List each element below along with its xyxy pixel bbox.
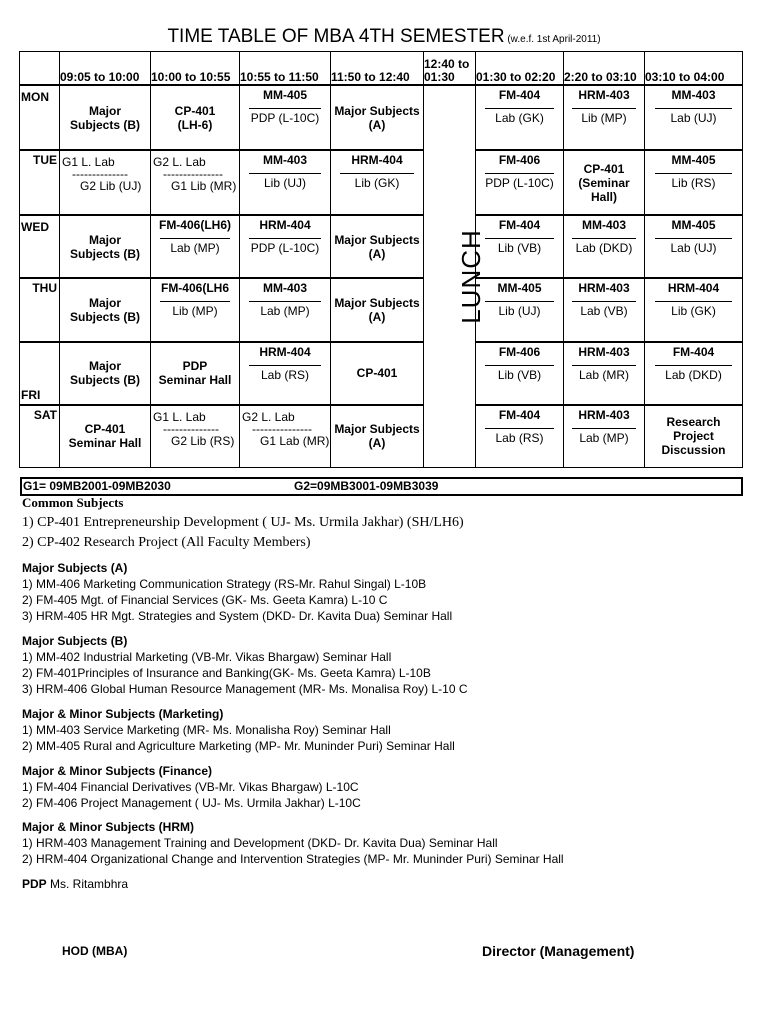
- section-item: 2) FM-401Principles of Insurance and Banking(GK- Ms. Geeta Kamra) L-10B: [22, 666, 431, 680]
- timetable-cell: [331, 85, 424, 150]
- day-cell: [20, 405, 60, 468]
- venue: PDP (L-10C): [485, 176, 554, 191]
- timetable-cell: [645, 150, 743, 215]
- group-cell: [151, 406, 239, 449]
- lunch-label: LUNCH: [455, 229, 486, 325]
- course-code: HRM-403: [578, 407, 630, 422]
- timetable-row: [20, 215, 743, 278]
- timetable-cell: [60, 150, 151, 215]
- section-heading: Major Subjects (A): [22, 561, 128, 575]
- course-code: FM-404: [498, 218, 541, 233]
- timetable-cell: [331, 405, 424, 468]
- course-code: MM-405: [671, 153, 716, 168]
- section-item: 2) FM-406 Project Management ( UJ- Ms. Urmila Jakhar) L-10C: [22, 796, 361, 810]
- divider-line: [655, 173, 733, 174]
- section-item: 1) FM-404 Financial Derivatives (VB-Mr. Vikas Bhargaw) L-10C: [22, 780, 359, 794]
- divider-line: [485, 108, 555, 109]
- timetable-cell: [60, 215, 151, 278]
- course-code: HRM-404: [259, 344, 311, 359]
- day-cell: [20, 278, 60, 342]
- group-cell: [240, 406, 330, 449]
- timetable-cell: [564, 405, 645, 468]
- venue: Lib (UJ): [263, 176, 306, 191]
- divider-line: [249, 365, 321, 366]
- timetable-cell: [240, 405, 331, 468]
- divider-line: [160, 301, 230, 302]
- course-code: HRM-404: [667, 280, 720, 295]
- timetable-row: [20, 342, 743, 405]
- timetable-cell: [331, 278, 424, 342]
- divider-line: [655, 301, 733, 302]
- group-line-2: G2 Lib (RS): [171, 433, 235, 448]
- divider-line: [249, 301, 321, 302]
- timetable-header-row: [20, 52, 743, 86]
- lunch-cell: [424, 85, 486, 467]
- venue: Lab (MP): [260, 303, 310, 318]
- cell-text: Major Subjects (B): [69, 359, 140, 388]
- section-item: 1) MM-406 Marketing Communication Strategy (RS-Mr. Rahul Singal) L-10B: [22, 577, 427, 591]
- divider-line: [485, 301, 555, 302]
- venue: Lab (DKD): [575, 241, 633, 256]
- timetable-cell: [151, 342, 240, 405]
- divider-line: [572, 238, 636, 239]
- course-code: MM-405: [671, 218, 716, 233]
- venue: Lib (VB): [497, 241, 542, 256]
- group-line-2: G1 Lab (MR): [260, 433, 330, 448]
- common-subjects-heading: Common Subjects: [22, 495, 124, 510]
- timetable-cell: [60, 278, 151, 342]
- split-cell: [240, 279, 330, 341]
- director-signature: Director (Management): [482, 943, 635, 959]
- course-code: HRM-403: [578, 344, 630, 359]
- course-code: FM-404: [672, 344, 715, 359]
- course-code: MM-403: [262, 280, 307, 295]
- split-cell: [645, 151, 742, 214]
- cell-text: Major Subjects (A): [334, 295, 420, 324]
- venue: Lib (UJ): [498, 303, 541, 318]
- timetable-cell: [151, 150, 240, 215]
- venue: PDP (L-10C): [250, 241, 320, 256]
- venue: Lab (UJ): [670, 241, 717, 256]
- group-line-2: G1 Lib (MR): [171, 179, 237, 194]
- section-item: 3) HRM-406 Global Human Resource Management (MR- Ms. Monalisa Roy) L-10 C: [22, 682, 468, 696]
- course-code: MM-405: [497, 280, 542, 295]
- day-cell: [20, 342, 60, 405]
- venue: Lab (GK): [495, 111, 544, 126]
- timetable-cell: [476, 215, 564, 278]
- divider-line: [485, 365, 555, 366]
- day-label: FRI: [21, 387, 41, 402]
- divider-line: [485, 428, 555, 429]
- divider-line: [572, 108, 636, 109]
- course-code: FM-406(LH6): [158, 218, 231, 233]
- timetable-cell: [240, 278, 331, 342]
- split-cell: [645, 279, 742, 341]
- page-title: [0, 26, 768, 48]
- venue: Lib (RS): [671, 176, 716, 191]
- section-item: 2) MM-405 Rural and Agriculture Marketing (MP- Mr. Muninder Puri) Seminar Hall: [22, 739, 455, 753]
- cell-text: Major Subjects (B): [69, 103, 140, 132]
- split-cell: [645, 216, 742, 277]
- timetable-row: [20, 405, 743, 468]
- timetable-cell: [331, 150, 424, 215]
- split-cell: [564, 279, 644, 341]
- timetable-header-cell: 12:40 to 01:30: [424, 52, 476, 86]
- venue: Lib (GK): [354, 176, 400, 191]
- timetable-cell: [240, 85, 331, 150]
- common-subject-2: 2) CP-402 Research Project (All Faculty Members): [22, 535, 311, 550]
- divider-line: [655, 108, 733, 109]
- venue: Lib (MP): [172, 303, 218, 318]
- divider-line: [572, 365, 636, 366]
- group-g2: G2=09MB3001-09MB3039: [294, 479, 439, 493]
- venue: PDP (L-10C): [250, 111, 320, 126]
- group-line-1: G1 L. Lab: [153, 409, 206, 424]
- venue: Lab (VB): [580, 303, 628, 318]
- group-line-1: G1 L. Lab: [62, 155, 115, 170]
- day-label: TUE: [33, 153, 57, 168]
- group-cell: [151, 151, 239, 194]
- split-cell: [645, 86, 742, 149]
- timetable-cell: [564, 150, 645, 215]
- course-code: MM-403: [581, 218, 626, 233]
- timetable-cell: [60, 405, 151, 468]
- divider-line: [249, 108, 321, 109]
- timetable-cell: [151, 215, 240, 278]
- timetable-row: [20, 278, 743, 342]
- split-cell: [564, 86, 644, 149]
- pdp-line: [22, 877, 128, 891]
- group-cell: [60, 151, 150, 194]
- pdp-value: Ms. Ritambhra: [46, 877, 129, 891]
- day-label: WED: [21, 220, 49, 235]
- cell-text: Major Subjects (A): [334, 422, 420, 451]
- cell-text: Major Subjects (B): [69, 232, 140, 261]
- hod-signature: HOD (MBA): [62, 944, 128, 958]
- timetable-header-cell: [20, 52, 60, 86]
- divider-line: [485, 173, 555, 174]
- group-line-2: G2 Lib (UJ): [80, 179, 142, 194]
- day-label: THU: [32, 280, 57, 295]
- timetable-cell: [645, 278, 743, 342]
- cell-text: CP-401 (LH-6): [174, 103, 216, 132]
- split-cell: [476, 343, 563, 404]
- timetable-cell: [645, 405, 743, 468]
- section-item: 1) HRM-403 Management Training and Development (DKD- Dr. Kavita Dua) Seminar Hall: [22, 836, 498, 850]
- split-cell: [476, 279, 563, 341]
- timetable-cell: [151, 85, 240, 150]
- timetable-cell: [476, 405, 564, 468]
- timetable-cell: [240, 150, 331, 215]
- timetable-cell: [331, 215, 424, 278]
- day-label: SAT: [33, 407, 57, 422]
- cell-text: Major Subjects (B): [69, 295, 140, 324]
- divider-line: [160, 238, 230, 239]
- group-g1: G1= 09MB2001-09MB2030: [23, 479, 171, 493]
- timetable-header-cell: 10:55 to 11:50: [240, 52, 331, 86]
- timetable-cell: [645, 85, 743, 150]
- day-cell: [20, 150, 60, 215]
- section-heading: Major & Minor Subjects (HRM): [22, 820, 195, 834]
- venue: Lib (MP): [581, 111, 627, 126]
- split-cell: [151, 279, 239, 341]
- section-item: 2) FM-405 Mgt. of Financial Services (GK- Ms. Geeta Kamra) L-10 C: [22, 593, 388, 607]
- venue: Lab (UJ): [670, 111, 717, 126]
- split-cell: [564, 216, 644, 277]
- split-cell: [331, 151, 423, 214]
- split-cell: [240, 216, 330, 277]
- venue: Lab (MP): [170, 241, 220, 256]
- timetable-row: [20, 150, 743, 215]
- timetable-cell: [240, 342, 331, 405]
- split-cell: [476, 406, 563, 467]
- timetable: [19, 51, 743, 468]
- split-cell: [240, 343, 330, 404]
- section-heading: Major Subjects (B): [22, 634, 128, 648]
- timetable-header-cell: 11:50 to 12:40: [331, 52, 424, 86]
- common-subject-1: 1) CP-401 Entrepreneurship Development ( UJ- Ms. Urmila Jakhar) (SH/LH6): [22, 515, 464, 530]
- timetable-cell: [151, 405, 240, 468]
- course-code: FM-404: [498, 407, 541, 422]
- group-dashes: --------------: [72, 167, 128, 182]
- group-line-1: G2 L. Lab: [153, 155, 206, 170]
- group-dashes: --------------: [163, 421, 219, 436]
- course-code: HRM-404: [351, 153, 403, 168]
- section-item: 2) HRM-404 Organizational Change and Intervention Strategies (MP- Mr. Muninder Puri) Seminar Hall: [22, 852, 564, 866]
- course-code: FM-406(LH6: [160, 280, 229, 295]
- timetable-cell: [564, 85, 645, 150]
- split-cell: [645, 343, 742, 404]
- timetable-cell: [331, 342, 424, 405]
- divider-line: [249, 238, 321, 239]
- group-legend: [20, 477, 743, 496]
- day-cell: [20, 85, 60, 150]
- group-line-1: G2 L. Lab: [242, 409, 295, 424]
- timetable-cell: [60, 342, 151, 405]
- section-heading: Major & Minor Subjects (Finance): [22, 764, 213, 778]
- section-item: 1) MM-402 Industrial Marketing (VB-Mr. Vikas Bhargaw) Seminar Hall: [22, 650, 392, 664]
- cell-text: CP-401 Seminar Hall: [68, 422, 142, 451]
- timetable-cell: [645, 342, 743, 405]
- venue: Lab (DKD): [665, 367, 722, 382]
- timetable-cell: [151, 278, 240, 342]
- section-item: 3) HRM-405 HR Mgt. Strategies and System (DKD- Dr. Kavita Dua) Seminar Hall: [22, 609, 453, 623]
- divider-line: [655, 365, 733, 366]
- cell-text: Research Project Discussion: [661, 415, 726, 458]
- split-cell: [476, 151, 563, 214]
- split-cell: [564, 343, 644, 404]
- split-cell: [476, 86, 563, 149]
- section-item: 1) MM-403 Service Marketing (MR- Ms. Monalisha Roy) Seminar Hall: [22, 723, 391, 737]
- group-dashes: ---------------: [252, 421, 312, 436]
- course-code: FM-406: [498, 153, 541, 168]
- divider-line: [572, 301, 636, 302]
- divider-line: [572, 428, 636, 429]
- timetable-header-cell: 01:30 to 02:20: [476, 52, 564, 86]
- split-cell: [240, 86, 330, 149]
- divider-line: [340, 173, 414, 174]
- split-cell: [476, 216, 563, 277]
- timetable-row: [20, 85, 743, 150]
- day-label: MON: [21, 90, 49, 105]
- course-code: FM-404: [498, 88, 541, 103]
- divider-line: [655, 238, 733, 239]
- timetable-cell: [645, 215, 743, 278]
- course-code: MM-403: [262, 153, 307, 168]
- venue: Lab (RS): [260, 367, 310, 382]
- timetable-cell: [240, 215, 331, 278]
- title-effective-date: (w.e.f. 1st April-2011): [504, 34, 601, 45]
- venue: Lib (VB): [497, 367, 542, 382]
- course-code: HRM-403: [578, 88, 630, 103]
- timetable-header-cell: 09:05 to 10:00: [60, 52, 151, 86]
- cell-text: Major Subjects (A): [334, 232, 420, 261]
- title-main: TIME TABLE OF MBA 4TH SEMESTER: [167, 26, 505, 47]
- timetable-cell: [564, 215, 645, 278]
- timetable-cell: [476, 278, 564, 342]
- day-cell: [20, 215, 60, 278]
- timetable-cell: [564, 278, 645, 342]
- divider-line: [249, 173, 321, 174]
- course-code: MM-405: [262, 88, 307, 103]
- timetable-cell: [476, 342, 564, 405]
- venue: Lab (RS): [495, 430, 544, 445]
- timetable-header-cell: 2:20 to 03:10: [564, 52, 645, 86]
- venue: Lib (GK): [671, 303, 716, 318]
- course-code: HRM-404: [259, 218, 311, 233]
- timetable-cell: [476, 85, 564, 150]
- cell-text: CP-401: [356, 366, 398, 381]
- cell-text: PDP Seminar Hall: [158, 359, 232, 388]
- group-dashes: ---------------: [163, 167, 223, 182]
- venue: Lab (MR): [578, 367, 629, 382]
- split-cell: [151, 216, 239, 277]
- pdp-label: PDP: [22, 877, 47, 891]
- section-heading: Major & Minor Subjects (Marketing): [22, 707, 224, 721]
- timetable-cell: [564, 342, 645, 405]
- timetable-header-cell: 10:00 to 10:55: [151, 52, 240, 86]
- course-code: HRM-403: [578, 280, 630, 295]
- divider-line: [485, 238, 555, 239]
- timetable-cell: [476, 150, 564, 215]
- timetable-header-cell: 03:10 to 04:00: [645, 52, 743, 86]
- cell-text: Major Subjects (A): [334, 103, 420, 132]
- cell-text: CP-401 (Seminar Hall): [578, 161, 630, 204]
- venue: Lab (MP): [579, 430, 629, 445]
- timetable-cell: [60, 85, 151, 150]
- course-code: FM-406: [498, 344, 541, 359]
- split-cell: [564, 406, 644, 467]
- course-code: MM-403: [671, 88, 716, 103]
- split-cell: [240, 151, 330, 214]
